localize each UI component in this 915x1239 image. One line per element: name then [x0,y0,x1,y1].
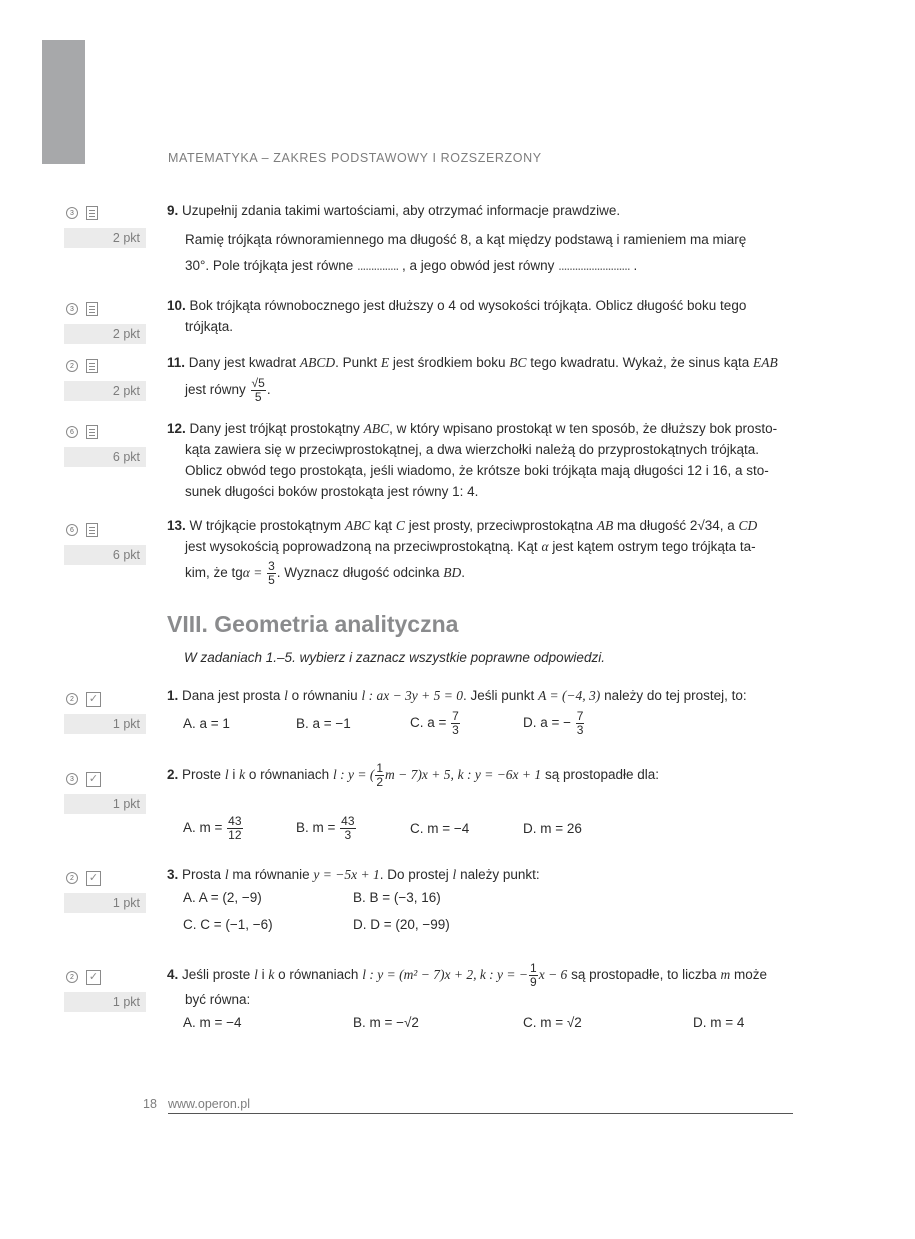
task-text: W trójkącie prostokątnym [189,518,342,533]
points-badge: 1 pkt [64,893,146,913]
math-expr: l : y = ( [332,767,375,783]
math-expr: l : ax − 3y + 5 = 0 [361,688,464,703]
footer-url[interactable]: www.operon.pl [168,1097,250,1111]
task-text: 30°. Pole trójkąta jest równe [185,258,354,273]
option-b[interactable]: B. a = −1 [296,716,351,731]
points-badge: 2 pkt [64,381,146,401]
option-d[interactable] [523,710,585,737]
option-b[interactable]: B. m = −√2 [353,1015,419,1030]
math-var: AB [596,518,614,533]
numerator: 43 [341,814,355,828]
option-d[interactable]: D. m = 26 [523,821,582,836]
task-text: może [733,967,767,983]
punctuation: . [461,565,466,581]
math-var: l [284,688,288,703]
math-var: l [224,767,229,783]
task-text: być równa: [185,992,251,1007]
math-var: l [452,867,457,882]
math-var: BD [443,565,462,581]
option-d[interactable]: D. D = (20, −99) [353,917,450,932]
option-a[interactable]: A. m = −4 [183,1015,242,1030]
task-text: Oblicz obwód tego prostokąta, jeśli wiadomo, że krótsze boki trójkąta mają długości 12 i 16, a sto- [185,463,769,478]
mc-4-margin [64,968,146,1012]
math-var: ABC [344,518,371,533]
mc-1 [167,685,793,737]
task-text: , w który wpisano prostokąt w ten sposób, że dłuższy bok prosto- [389,421,778,436]
task-number: 2. [167,767,179,783]
option-label: D. a = − [523,715,572,731]
footer [143,1097,250,1111]
task-11-margin [64,357,146,401]
task-text: Dana jest prosta [182,688,281,703]
denominator: 5 [268,573,275,587]
task-text: i [261,967,265,983]
option-b[interactable]: B. B = (−3, 16) [353,890,441,905]
task-text: . Jeśli punkt [463,688,535,703]
math-expr: m − 7)x + 5, [385,767,454,783]
clock-icon: 6 [66,426,78,438]
points-badge: 1 pkt [64,992,146,1012]
task-text: kąta zawiera się w przeciwprostokątnej, a dwa wierzchołki należą do przyprostokątnych trójkąta. [185,442,760,457]
section-title: VIII. Geometria analityczna [167,611,459,637]
task-text: jest równy [185,382,246,398]
fraction [251,377,266,404]
task-text: są prostopadłe, to liczba [571,967,717,983]
math-var: m [720,967,731,983]
task-number: 9. [167,203,179,218]
task-text: kim, że tg [185,565,243,581]
task-text: , a jego obwód jest równy [402,258,555,273]
task-13-margin [64,521,146,565]
points-badge: 1 pkt [64,794,146,814]
task-text: sunek długości boków prostokąta jest równy 1: 4. [185,484,479,499]
numerator: 43 [228,814,242,828]
task-text: Proste [182,767,222,783]
numerator: 1 [530,961,537,975]
mc-1-margin [64,690,146,734]
mc-2-margin [64,770,146,814]
checkbox-icon: ✓ [86,871,101,886]
instruction: W zadaniach 1.–5. wybierz i zaznacz wszystkie poprawne odpowiedzi. [184,650,605,665]
math-expr: x − 6 [538,967,568,983]
task-10-margin [64,300,146,344]
clock-icon: 3 [66,303,78,315]
task-text: kąt [374,518,393,533]
clock-icon: 6 [66,524,78,536]
option-c[interactable] [410,710,523,737]
task-text: trójkąta. [185,319,234,334]
option-c[interactable]: C. m = √2 [523,1015,582,1030]
task-number: 10. [167,298,186,313]
task-text: ma równanie [232,867,310,882]
clock-icon: 2 [66,360,78,372]
punctuation: . [266,382,271,398]
denominator: 3 [452,723,459,737]
task-text: jest wysokością poprowadzoną na przeciwprostokątną. Kąt [185,539,538,554]
doc-icon [86,206,98,220]
option-a[interactable]: A. a = 1 [183,716,230,731]
task-text: należy punkt: [460,867,540,882]
math-var: ABC [363,421,390,436]
task-text: o równaniu [291,688,358,703]
footer-rule [168,1113,793,1114]
task-text: Jeśli proste [182,967,251,983]
denominator: 12 [228,828,242,842]
points-badge: 2 pkt [64,324,146,344]
page-header: MATEMATYKA – ZAKRES PODSTAWOWY I ROZSZERZONY [168,151,542,165]
option-b[interactable] [296,815,410,842]
task-text: Dany jest kwadrat [188,355,297,370]
task-number: 1. [167,688,179,703]
task-text: jest kątem ostrym tego trójkąta ta- [552,539,756,554]
option-label: A. m = [183,820,223,836]
task-text: . Wyznacz długość odcinka [276,565,440,581]
fraction [529,962,538,989]
page-number: 18 [143,1097,157,1111]
task-text: Ramię trójkąta równoramiennego ma długość 8, a kąt między podstawą i ramieniem ma miarę [185,232,747,247]
denominator: 3 [344,828,352,842]
math-var: l [254,967,258,983]
option-a[interactable]: A. A = (2, −9) [183,890,262,905]
denominator: 2 [376,775,383,789]
fraction [375,762,384,789]
numerator: √5 [251,376,265,390]
doc-icon [86,425,98,439]
denominator: 5 [254,390,262,404]
task-text: ma długość 2√34, a [617,518,735,533]
denominator: 3 [576,723,584,737]
math-var: CD [738,518,758,533]
chapter-tab [42,40,85,164]
task-text: należy do tej prostej, to: [604,688,747,703]
task-number: 4. [167,967,179,983]
mc-3-margin [64,869,146,913]
fraction [267,560,276,587]
task-text: . Punkt [335,355,378,370]
numerator: 1 [376,761,383,775]
checkbox-icon: ✓ [86,772,101,787]
option-label: B. m = [296,820,336,836]
math-var: α [541,539,549,554]
task-text: tego kwadratu. Wykaż, że sinus kąta [530,355,750,370]
clock-icon: 2 [66,693,78,705]
task-text: Bok trójkąta równobocznego jest dłuższy o 4 od wysokości trójkąta. Oblicz długość boku tego [189,298,747,313]
fraction [576,710,585,737]
answer-blank[interactable]: ............... [357,258,399,273]
math-var: k [268,967,275,983]
option-c[interactable]: C. C = (−1, −6) [183,917,273,932]
task-12 [167,418,793,502]
task-9 [167,200,793,276]
fraction [340,815,355,842]
task-text: Uzupełnij zdania takimi wartościami, aby otrzymać informacje prawdziwe. [182,203,621,218]
doc-icon [86,359,98,373]
math-expr: A = (−4, 3) [538,688,601,703]
task-number: 3. [167,867,179,882]
option-d[interactable]: D. m = 4 [693,1015,745,1030]
math-expr: k : y = −6x + 1 [457,767,542,783]
task-text: i [232,767,236,783]
math-var: EAB [753,355,778,370]
task-number: 13. [167,518,186,533]
clock-icon: 2 [66,872,78,884]
clock-icon: 2 [66,971,78,983]
task-number: 12. [167,421,186,436]
math-var: k [239,767,246,783]
math-var: BC [509,355,527,370]
points-badge: 1 pkt [64,714,146,734]
task-12-margin [64,423,146,467]
points-badge: 6 pkt [64,447,146,467]
math-expr: l : y = (m² − 7)x + 2, k : y = − [362,967,529,983]
fraction [451,710,460,737]
task-text: o równaniach [248,767,330,783]
task-text: jest środkiem boku [392,355,506,370]
denominator: 9 [530,975,537,989]
math-expr: α = [242,565,263,581]
option-label: C. a = [410,715,447,731]
clock-icon: 3 [66,773,78,785]
task-text: Prosta [182,867,222,882]
answer-blank[interactable]: .......................... [558,258,630,273]
task-10 [167,295,793,337]
punctuation: . [633,258,638,273]
doc-icon [86,523,98,537]
checkbox-icon: ✓ [86,692,101,707]
math-var: l [224,867,229,882]
task-number: 11. [167,355,186,370]
numerator: 7 [452,709,459,723]
numerator: 3 [268,559,275,573]
mc-3 [167,864,793,935]
option-a[interactable] [183,815,296,842]
mc-2 [167,762,793,842]
option-c[interactable]: C. m = −4 [410,821,470,836]
fraction [227,815,242,842]
checkbox-icon: ✓ [86,970,101,985]
task-text: Dany jest trójkąt prostokątny [189,421,360,436]
math-var: C [395,518,405,533]
task-11 [167,352,793,404]
points-badge: 2 pkt [64,228,146,248]
doc-icon [86,302,98,316]
task-9-margin [64,204,146,248]
points-badge: 6 pkt [64,545,146,565]
task-text: są prostopadłe dla: [544,767,660,783]
math-var: ABCD [299,355,336,370]
task-13 [167,515,793,587]
mc-4 [167,962,793,1033]
math-expr: y = −5x + 1 [313,867,380,882]
task-text: o równaniach [278,967,359,983]
task-text: jest prosty, przeciwprostokątna [408,518,594,533]
numerator: 7 [576,709,584,723]
task-text: . Do prostej [379,867,449,882]
math-var: E [380,355,390,370]
clock-icon: 3 [66,207,78,219]
